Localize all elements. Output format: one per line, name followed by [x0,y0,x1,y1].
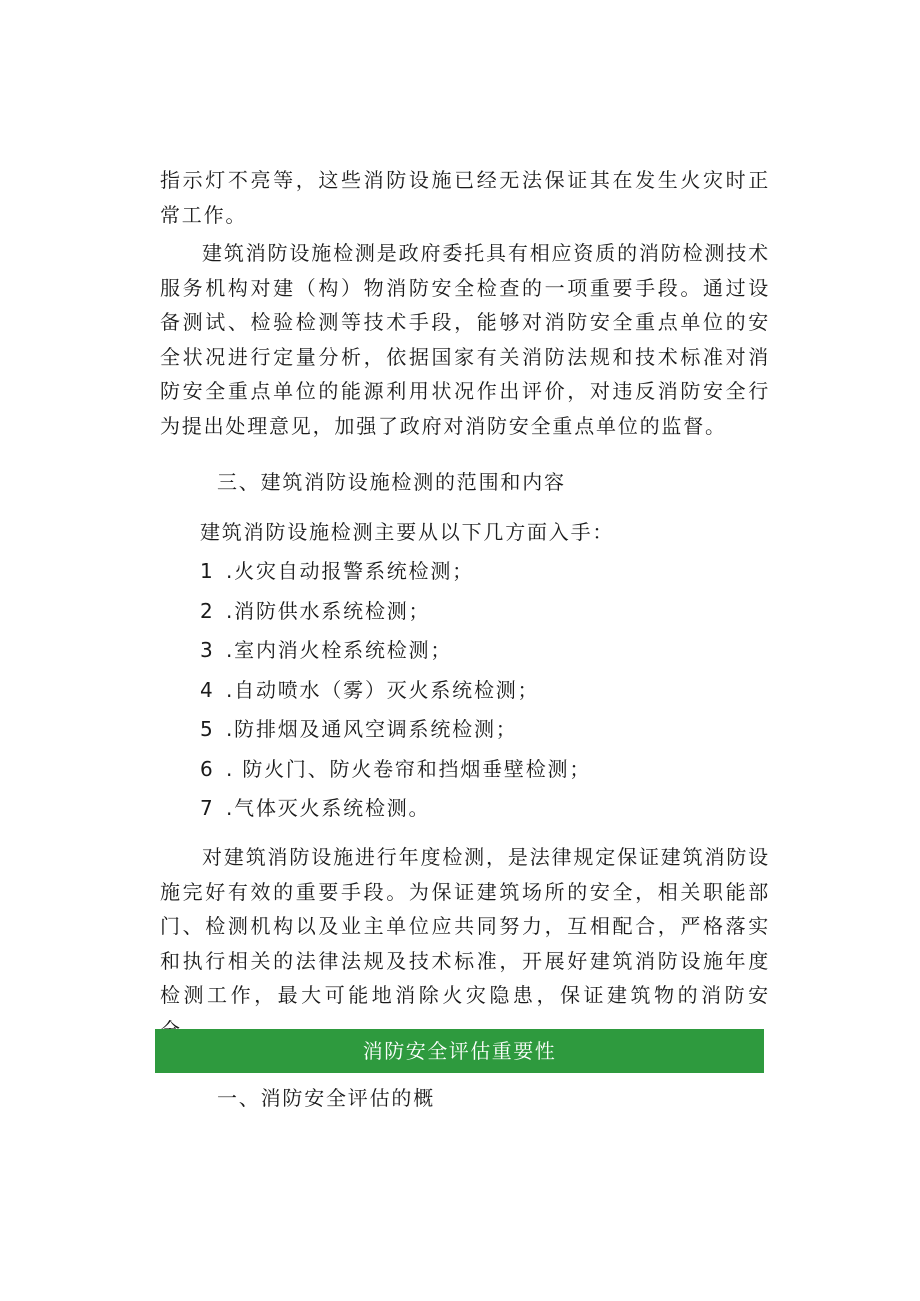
list-item-text: . 防火门、防火卷帘和挡烟垂壁检测； [226,756,592,781]
list-item [200,755,591,795]
paragraph-continuation: 指示灯不亮等，这些消防设施已经无法保证其在发生火灾时正常工作。 [160,168,770,227]
list-item [200,715,591,755]
list-item [200,794,591,834]
inspection-items-list [200,557,591,834]
paragraph-annual-inspection: 对建筑消防设施进行年度检测，是法律规定保证建筑消防设施完好有效的重要手段。为保证建筑场所的安全，相关职能部门、检测机构以及业主单位应共同努力，互相配合，严格落实和执行相关的法律法规及技术标准，开展好建筑消防设施年度检测工作，最大可能地消除火灾隐患，保证建筑物的消防安 [160,845,770,1007]
list-item [200,557,591,597]
banner-title: 消防安全评估重要性 [362,1039,557,1063]
list-item [200,597,591,637]
list-item-text: .火灾自动报警系统检测； [226,559,474,583]
list-item-number: 3 [200,638,215,662]
list-item-number: 4 [200,677,215,702]
list-item [200,676,591,716]
list-intro-line: 建筑消防设施检测主要从以下几方面入手： [200,520,615,544]
list-item-text: .防排烟及通风空调系统检测； [226,717,518,741]
list-item-text: .气体灭火系统检测。 [226,796,431,820]
list-item [200,636,591,676]
list-item-number: 2 [200,598,215,623]
section-heading-scope: 三、建筑消防设施检测的范围和内容 [217,470,566,494]
list-item-number: 7 [200,796,215,820]
paragraph-inspection-overview: 建筑消防设施检测是政府委托具有相应资质的消防检测技术服务机构对建（构）物消防安全检查的一项重要手段。通过设备测试、检验检测等技术手段，能够对消防安全重点单位的安全状况进行定量分析，依据国家有关消防法规和技术标准对消防安全重点单位的能源利用状况作出评价，对违反消防安全行为提出处理意见，加强了政府对消防安全重点单位的监督。 [160,241,770,438]
list-item-text: .消防供水系统检测； [226,598,431,623]
list-item-text: .室内消火栓系统检测； [226,638,453,662]
section-heading-assessment-concept: 一、消防安全评估的概 [217,1086,435,1110]
section-banner [155,1029,764,1073]
list-item-number: 6 [200,756,215,781]
list-item-number: 5 [200,717,215,741]
list-item-number: 1 [200,559,215,583]
list-item-text: .自动喷水（雾）灭火系统检测； [226,677,540,702]
